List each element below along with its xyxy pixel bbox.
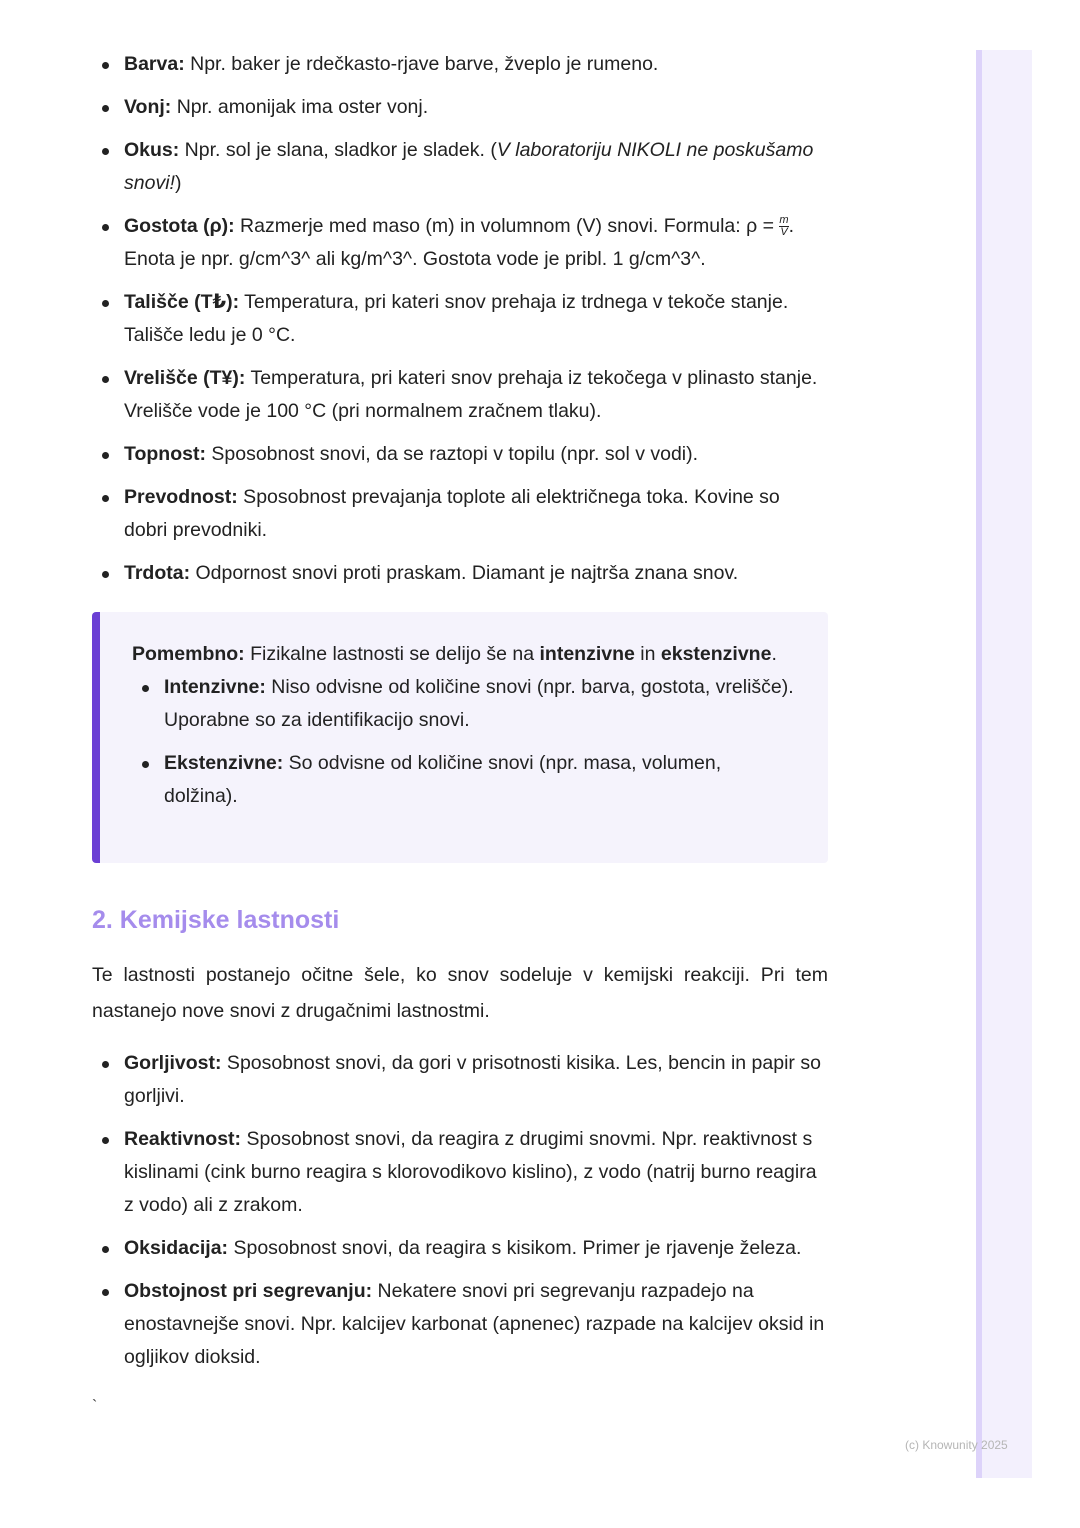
list-item: Topnost: Sposobnost snovi, da se raztopi v topilu (npr. sol v vodi). (92, 438, 828, 471)
section-heading: 2. Kemijske lastnosti (92, 906, 340, 934)
list-item: Reaktivnost: Sposobnost snovi, da reagira z drugimi snovmi. Npr. reaktivnost s kislinami (cink burno reagira s klorovodikovo kislino), z vodo (natrij burno reagira z vodo) ali z zrakom. (92, 1123, 828, 1222)
list-item: Obstojnost pri segrevanju: Nekatere snovi pri segrevanju razpadejo na enostavnejše snovi. Npr. kalcijev karbonat (apnenec) razpade na kalcijev oksid in ogljikov dioksid. (92, 1275, 828, 1374)
density-formula-fraction: $\frac{m}{V}$ (779, 214, 789, 239)
list-item: Gostota (ρ): Razmerje med maso (m) in volumnom (V) snovi. Formula: ρ = $\frac{m}{V}$ . Enota je npr. g/cm^3^ ali kg/m^3^. Gostota vode je pribl. 1 g/cm^3^. (92, 210, 828, 276)
section-intro: Te lastnosti postanejo očitne šele, ko snov sodeluje v kemijski reakciji. Pri tem nastanejo nove snovi z drugačnimi lastnostmi. (92, 964, 828, 1022)
stray-mark: ` (92, 1398, 98, 1415)
document-content (92, 48, 828, 1384)
list-item: Barva: Npr. baker je rdečkasto-rjave barve, žveplo je rumeno. (92, 48, 828, 81)
side-panel-rule (976, 50, 982, 1478)
list-item: Vrelišče (T¥): Temperatura, pri kateri snov prehaja iz tekočega v plinasto stanje. Vrelišče vode je 100 °C (pri normalnem zračnem tlaku). (92, 362, 828, 428)
physical-properties-list (92, 48, 828, 590)
list-item: Oksidacija: Sposobnost snovi, da reagira s kisikom. Primer je rjavenje železa. (92, 1232, 828, 1265)
list-item: Okus: Npr. sol je slana, sladkor je sladek. (V laboratoriju NIKOLI ne poskušamo snovi!) (92, 134, 828, 200)
note-text: Pomembno: Fizikalne lastnosti se delijo še na intenzivne in ekstenzivne. (132, 643, 777, 665)
important-note-box (92, 612, 828, 863)
list-item: Trdota: Odpornost snovi proti praskam. Diamant je najtrša znana snov. (92, 557, 828, 590)
page-side-panel (976, 50, 1032, 1478)
list-item: Tališče (T₺): Temperatura, pri kateri snov prehaja iz trdnega v tekoče stanje. Tališče ledu je 0 °C. (92, 286, 828, 352)
list-item: Prevodnost: Sposobnost prevajanja toplote ali električnega toka. Kovine so dobri prevodniki. (92, 481, 828, 547)
chemical-properties-list (92, 1047, 828, 1374)
list-item: Intenzivne: Niso odvisne od količine snovi (npr. barva, gostota, vrelišče). Uporabne so za identifikacijo snovi. (132, 671, 798, 737)
list-item: Gorljivost: Sposobnost snovi, da gori v prisotnosti kisika. Les, bencin in papir so gorljivi. (92, 1047, 828, 1113)
copyright-footer: (c) Knowunity 2025 (905, 1438, 1008, 1452)
list-item: Vonj: Npr. amonijak ima oster vonj. (92, 91, 828, 124)
list-item: Ekstenzivne: So odvisne od količine snovi (npr. masa, volumen, dolžina). (132, 747, 798, 813)
note-list (132, 671, 798, 813)
